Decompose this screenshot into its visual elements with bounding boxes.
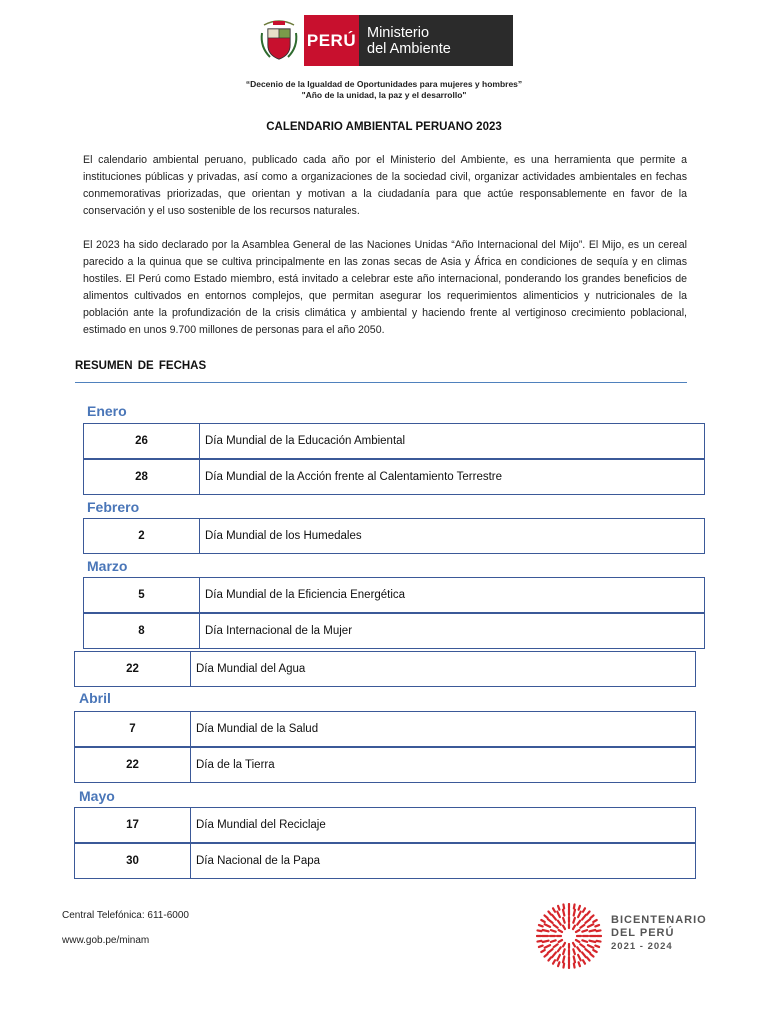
event-name: Día Mundial del Agua: [196, 663, 306, 675]
event-name: Día Mundial de la Acción frente al Calentamiento Terrestre: [205, 471, 503, 483]
footer-website[interactable]: www.gob.pe/minam: [62, 935, 150, 946]
bicentenario-line2: DEL PERÚ: [611, 927, 675, 939]
footer-phone: Central Telefónica: 611-6000: [62, 910, 189, 921]
event-name: Día Mundial de la Salud: [196, 723, 319, 735]
decree-line2: "Año de la unidad, la paz y el desarrollo": [301, 90, 467, 100]
event-name: Día Internacional de la Mujer: [205, 625, 353, 637]
ministry-line1: Ministerio: [367, 25, 430, 41]
month-mayo: Mayo: [79, 788, 115, 804]
event-day: 22: [75, 652, 191, 686]
event-day: 30: [75, 844, 191, 878]
ministry-name: [359, 15, 513, 66]
table-row: [74, 807, 696, 843]
event-name: Día de la Tierra: [196, 759, 275, 771]
page-title: CALENDARIO AMBIENTAL PERUANO 2023: [266, 121, 502, 133]
table-row: [74, 711, 696, 747]
event-day: 22: [75, 748, 191, 782]
table-row: [83, 613, 705, 649]
decree-line1: “Decenio de la Igualdad de Oportunidades para mujeres y hombres”: [245, 79, 523, 89]
event-name: Día Mundial de la Eficiencia Energética: [205, 589, 406, 601]
table-row: [83, 459, 705, 495]
summary-heading: RESUMEN DE FECHAS: [75, 360, 207, 372]
table-row: [83, 577, 705, 613]
table-row: [83, 423, 705, 459]
table-row: [74, 843, 696, 879]
event-day: 2: [84, 519, 200, 553]
bicentenario-sunburst-icon: [536, 903, 602, 969]
event-name: Día Nacional de la Papa: [196, 855, 321, 867]
event-day: 5: [84, 578, 200, 612]
table-row: [74, 747, 696, 783]
event-day: 28: [84, 460, 200, 494]
table-row: [74, 651, 696, 687]
ministry-line2: del Ambiente: [367, 41, 451, 57]
month-abril: Abril: [79, 690, 111, 706]
event-name: Día Mundial del Reciclaje: [196, 819, 326, 831]
event-name: Día Mundial de los Humedales: [205, 530, 362, 542]
bicentenario-years: 2021 - 2024: [611, 941, 673, 952]
bicentenario-text: [611, 914, 707, 953]
month-enero: Enero: [87, 403, 127, 419]
event-day: 26: [84, 424, 200, 458]
divider: [75, 382, 687, 383]
event-day: 8: [84, 614, 200, 648]
coat-of-arms-icon: [256, 15, 302, 66]
month-marzo: Marzo: [87, 558, 128, 574]
event-day: 17: [75, 808, 191, 842]
month-febrero: Febrero: [87, 499, 140, 515]
event-name: Día Mundial de la Educación Ambiental: [205, 435, 406, 447]
table-row: [83, 518, 705, 554]
intro-paragraph: El calendario ambiental peruano, publicado cada año por el Ministerio del Ambiente, es una herramienta que permite a instituciones públicas y privadas, así como a organizaciones de la sociedad civil, organizar actividades ambientales en fechas conmemorativas priorizadas, que orientan y motivan a la ciudadanía para que actúe responsablemente en favor de la conservación y el uso sostenible de los recursos naturales.: [83, 154, 687, 217]
mijo-paragraph: El 2023 ha sido declarado por la Asamblea General de las Naciones Unidas “Año Internacional del Mijo”. El Mijo, es un cereal parecido a la quinua que se cultiva principalmente en las zonas secas de Asia y África en condiciones de sequía y en climas hostiles. El Perú como Estado miembro, está invitado a celebrar este año internacional, ponderando los grandes beneficios de alimentos cultivados en entornos complejos, que permitan asegurar los requerimientos alimenticios y nutricionales de la población ante la profundización de la crisis climática y ambiental y haciendo frente al vertiginoso crecimiento poblacional, estimado en unos 9.700 millones de personas para el año 2050.: [83, 239, 687, 336]
event-day: 7: [75, 712, 191, 746]
peru-label: PERÚ: [304, 15, 359, 66]
bicentenario-line1: BICENTENARIO: [611, 914, 707, 926]
